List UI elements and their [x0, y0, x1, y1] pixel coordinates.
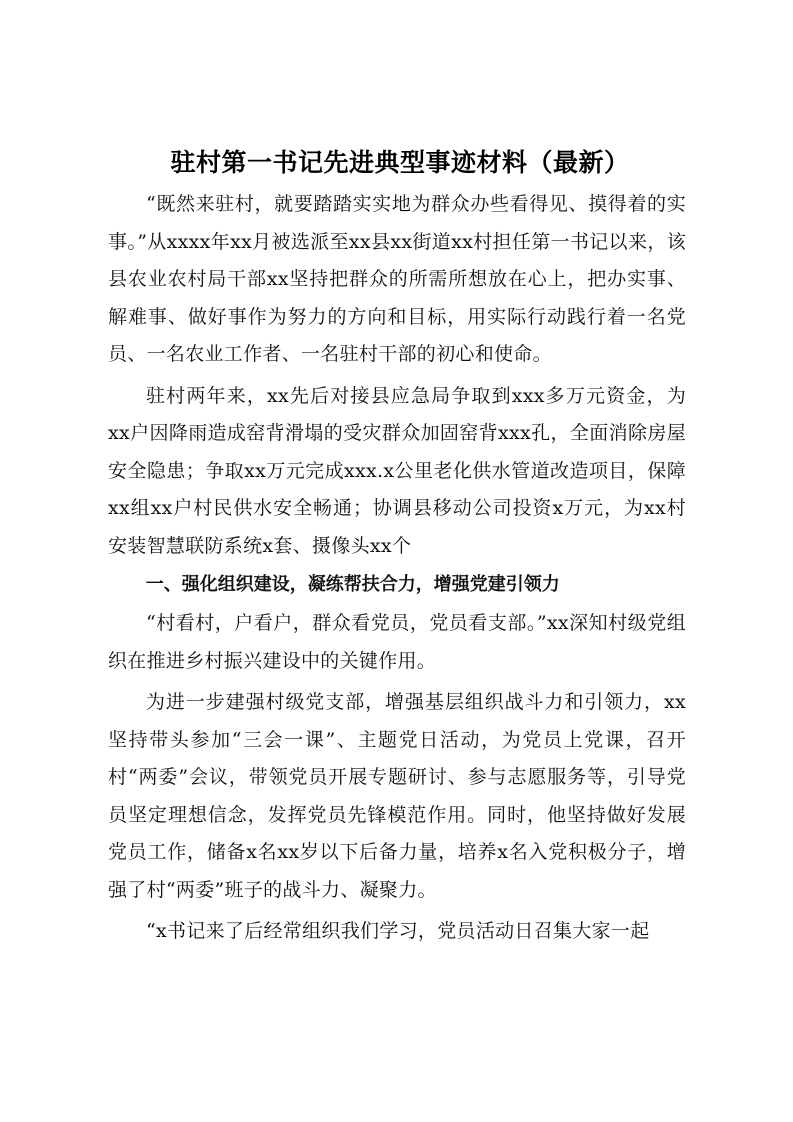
paragraph-party-quote: “村看村，户看户，群众看党员，党员看支部。”xx深知村级党组织在推进乡村振兴建设中的关键作用。 [108, 612, 686, 672]
section-heading: 一、强化组织建设，凝练帮扶合力，增强党建引领力 [145, 574, 560, 595]
paragraph-party-building: 为进一步建强村级党支部，增强基层组织战斗力和引领力，xx坚持带头参加“三会一课”、主题党日活动，为党员上党课，召开村“两委”会议，带领党员开展专题研讨、参与志愿服务等，引导党员坚定理想信念，发挥党员先锋模范作用。同时，他坚持做好发展党员工作，储备x名xx岁以下后备力量，培养x名入党积极分子，增强了村“两委”班子的战斗力、凝聚力。 [108, 691, 686, 901]
paragraph-achievements: 驻村两年来，xx先后对接县应急局争取到xxx多万元资金，为xx户因降雨造成窑背滑塌的受灾群众加固窑背xxx孔，全面消除房屋安全隐患；争取xx万元完成xxx.x公里老化供水管道改造项目，保障xx组xx户村民供水安全畅通；协调县移动公司投资x万元，为xx村安装智慧联防系统x套、摄像头xx个 [108, 384, 686, 557]
paragraph-villager-quote: “x书记来了后经常组织我们学习，党员活动日召集大家一起 [146, 920, 650, 942]
document-title: 驻村第一书记先进典型事迹材料（最新） [170, 148, 630, 177]
paragraph-intro: “既然来驻村，就要踏踏实实地为群众办些看得见、摸得着的实事。”从xxxx年xx月被选派至xx县xx街道xx村担任第一书记以来，该县农业农村局干部xx坚持把群众的所需所想放在心上，把办实事、解难事、做好事作为努力的方向和目标，用实际行动践行着一名党员、一名农业工作者、一名驻村干部的初心和使命。 [108, 193, 686, 365]
document-body [108, 186, 686, 951]
